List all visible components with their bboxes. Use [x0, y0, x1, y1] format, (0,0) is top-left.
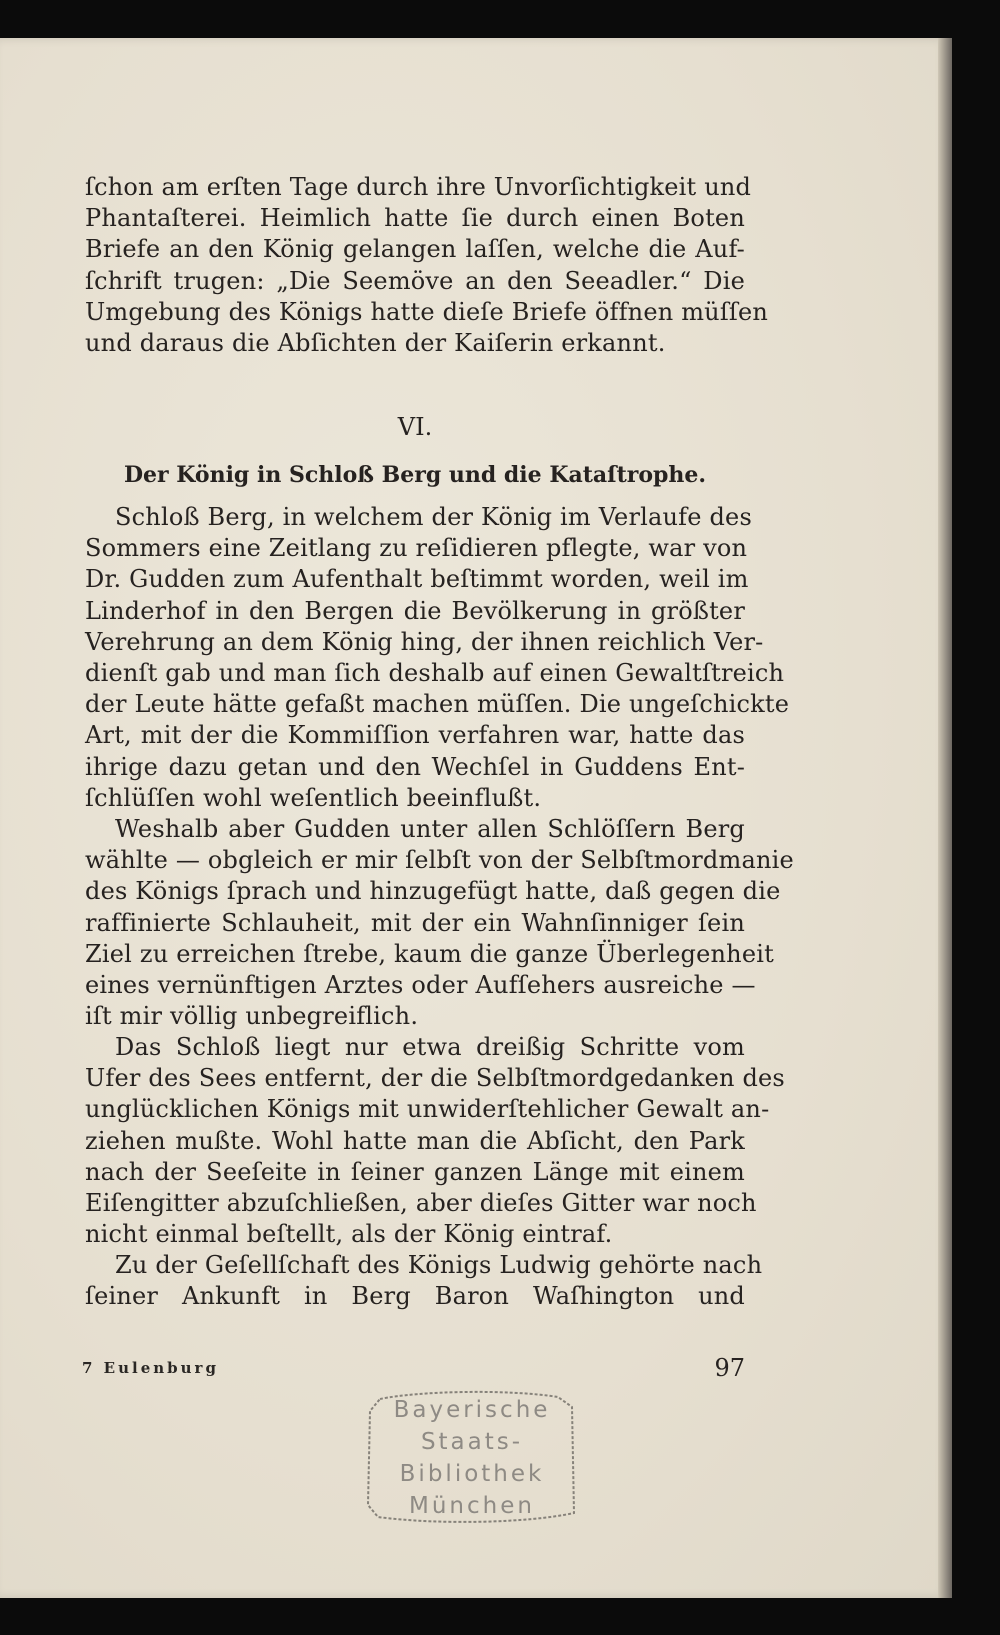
text-line: Eiſengitter abzuſchließen, aber dieſes Gitter war noch: [85, 1188, 757, 1217]
text-line: ziehen mußte. Wohl hatte man die Abſicht, den Park: [85, 1126, 745, 1155]
stamp-line: Bayerische: [393, 1397, 551, 1423]
text-line: iſt mir völlig unbegreiflich.: [85, 1002, 419, 1031]
text-line: ſeiner Ankunft in Berg Baron Waſhington und: [85, 1282, 745, 1311]
text-line: des Königs ſprach und hinzugefügt hatte, daß gegen die: [85, 877, 781, 906]
text-line: Weshalb aber Gudden unter allen Schlöſſern Berg: [115, 815, 745, 843]
printer-signature: 7 Eulenburg: [82, 1359, 219, 1377]
text-line: ſchon am erſten Tage durch ihre Unvorſichtigkeit und: [85, 173, 752, 201]
text-line: eines vernünftigen Arztes oder Aufſehers ausreiche —: [85, 970, 756, 999]
text-line: Linderhof in den Bergen die Bevölkerung in größter: [85, 596, 745, 625]
text-line: Briefe an den König gelangen laſſen, welche die Auf-: [85, 235, 745, 264]
text-line: Phantaſterei. Heimlich hatte ſie durch einen Boten: [85, 204, 745, 233]
paragraph-top: [85, 172, 769, 359]
stamp-line: München: [409, 1493, 535, 1519]
text-line: ſchrift trugen: „Die Seemöve an den Seeadler.“ Die: [85, 266, 745, 295]
text-line: Dr. Gudden zum Aufenthalt beſtimmt worden, weil im: [85, 565, 749, 594]
text-line: Sommers eine Zeitlang zu reſidieren pflegte, war von: [85, 534, 748, 563]
chapter-number: VI.: [397, 413, 433, 441]
text-line: Art, mit der die Kommiſſion verfahren war, hatte das: [85, 721, 745, 750]
text-line: Verehrung an dem König hing, der ihnen reichlich Ver-: [85, 627, 764, 656]
stamp-line: Bibliothek: [399, 1461, 545, 1487]
page-number: 97: [714, 1354, 745, 1382]
text-line: nach der Seeſeite in ſeiner ganzen Länge mit einem: [85, 1157, 745, 1186]
text-line: Ziel zu erreichen ſtrebe, kaum die ganze Überlegenheit: [85, 939, 774, 968]
text-line: der Leute hätte gefaßt machen müſſen. Die ungeſchickte: [85, 690, 790, 719]
text-line: Umgebung des Königs hatte dieſe Briefe öffnen müſſen: [85, 297, 769, 326]
text-line: Das Schloß liegt nur etwa dreißig Schritte vom: [115, 1033, 745, 1061]
text-line: Ufer des Sees entfernt, der die Selbſtmordgedanken des: [85, 1064, 785, 1093]
chapter-title: Der König in Schloß Berg und die Kataſtrophe.: [123, 462, 707, 488]
library-stamp: [358, 1385, 586, 1535]
stamp-line: Staats-: [420, 1429, 524, 1455]
paragraph-3: [85, 1032, 785, 1250]
text-line: dienſt gab und man ſich deshalb auf einen Gewaltſtreich: [85, 658, 785, 687]
text-line: wählte — obgleich er mir ſelbſt von der Selbſtmordmanie: [85, 846, 794, 875]
text-line: Schloß Berg, in welchem der König im Verlaufe des: [115, 503, 752, 531]
text-line: ihrige dazu getan und den Wechſel in Guddens Ent-: [85, 752, 745, 781]
text-line: und daraus die Abſichten der Kaiſerin erkannt.: [85, 328, 666, 357]
text-line: raffinierte Schlauheit, mit der ein Wahnſinniger ſein: [85, 908, 745, 937]
text-line: Zu der Geſellſchaft des Königs Ludwig gehörte nach: [115, 1251, 763, 1279]
text-line: unglücklichen Königs mit unwiderſtehlicher Gewalt an-: [85, 1095, 770, 1124]
paragraph-2: [85, 814, 794, 1032]
paragraph-1: [85, 502, 790, 814]
page-edge-shadow: [938, 38, 952, 1598]
text-line: nicht einmal beſtellt, als der König eintraf.: [85, 1220, 613, 1249]
text-line: ſchlüſſen wohl weſentlich beeinflußt.: [85, 783, 542, 812]
paragraph-4: [85, 1250, 763, 1312]
